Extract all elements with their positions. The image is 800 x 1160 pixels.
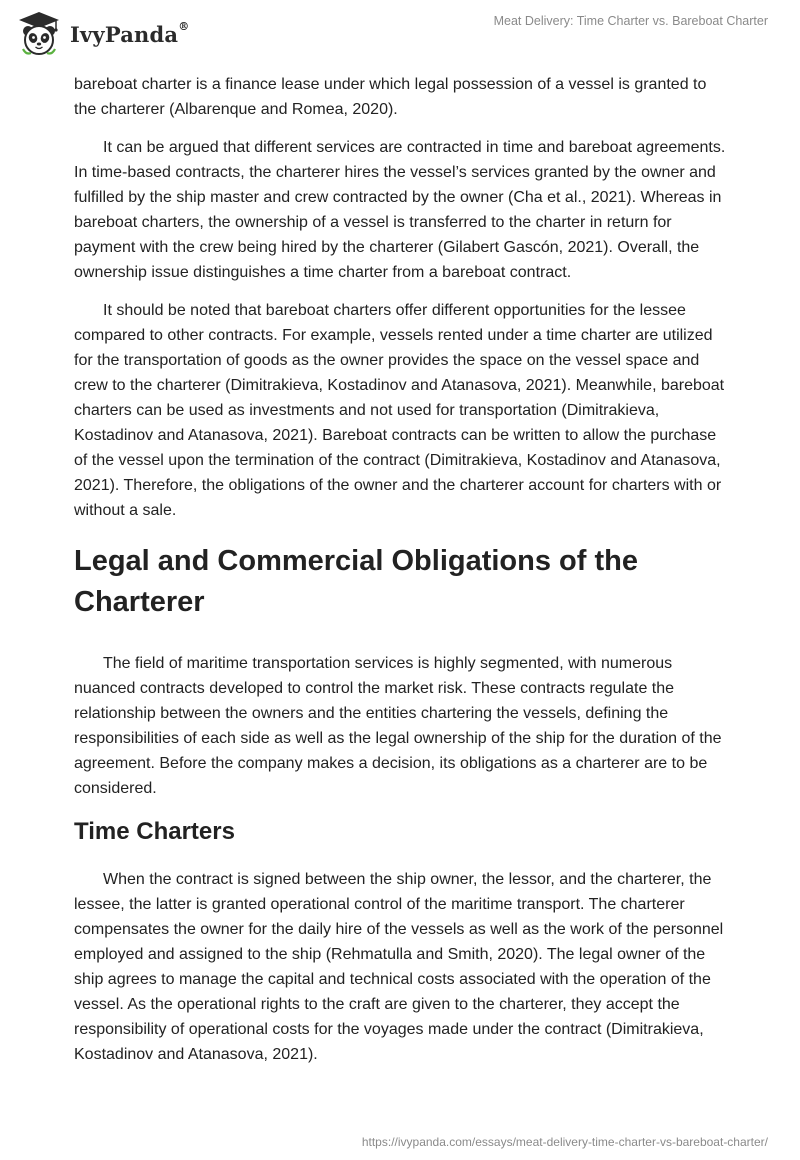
paragraph-2: It can be argued that different services are contracted in time and bareboat agreements. In time-based contracts, the charterer hires the vessel’s services granted by the owner and fulfilled by the ship master and crew contracted by the owner (Cha et al., 2021). Whereas in bareboat charters, the ownership of a vessel is transferred to the charter in return for payment with the crew being hired by the charterer (Gilabert Gascón, 2021). Overall, the ownership issue distinguishes a time charter from a bareboat contract.: [74, 139, 726, 281]
document-title: Meat Delivery: Time Charter vs. Bareboat Charter: [493, 14, 768, 28]
paragraph-3: It should be noted that bareboat charters offer different opportunities for the lessee compared to other contracts. For example, vessels rented under a time charter are utilized for the transportation of goods as the owner provides the space on the vessel space and crew to the charterer (Dimitrakieva, Kostadinov and Atanasova, 2021). Meanwhile, bareboat charters can be used as investments and not used for transportation (Dimitrakieva, Kostadinov and Atanasova, 2021). Bareboat contracts can be written to allow the purchase of the vessel upon the termination of the contract (Dimitrakieva, Kostadinov and Atanasova, 2021). Therefore, the obligations of the owner and the charterer account for charters with or without a sale.: [74, 302, 725, 519]
section-heading-legal-commercial: Legal and Commercial Obligations of the Charterer: [74, 545, 638, 618]
page-header: [0, 0, 800, 70]
subsection-heading-time-charters: Time Charters: [74, 818, 235, 845]
brand-logo[interactable]: [14, 9, 189, 59]
panda-graduate-icon: [14, 9, 64, 59]
brand-name: IvyPanda®: [70, 19, 190, 47]
paragraph-4: The field of maritime transportation services is highly segmented, with numerous nuanced contracts developed to control the market risk. These contracts regulate the relationship between the owners and the entities chartering the vessels, defining the responsibilities of each side as well as the legal ownership of the ship for the duration of the agreement. Before the company makes a decision, its obligations as a charterer are to be considered.: [74, 655, 722, 797]
paragraph-5: When the contract is signed between the ship owner, the lessor, and the charterer, the lessee, the latter is granted operational control of the maritime transport. The charterer compensates the owner for the daily hire of the vessels as well as the work of the personnel employed and assigned to the ship (Rehmatulla and Smith, 2020). The legal owner of the ship agrees to manage the capital and technical costs associated with the operation of the vessel. As the operational rights to the craft are given to the charterer, they accept the responsibility of operational costs for the voyages made under the contract (Dimitrakieva, Kostadinov and Atanasova, 2021).: [74, 871, 724, 1063]
paragraph-1: bareboat charter is a finance lease under which legal possession of a vessel is granted to the charterer (Albarenque and Romea, 2020).: [74, 76, 707, 118]
source-url[interactable]: https://ivypanda.com/essays/meat-delivery-time-charter-vs-bareboat-charter/: [361, 1135, 768, 1149]
essay-body: [74, 72, 730, 1080]
